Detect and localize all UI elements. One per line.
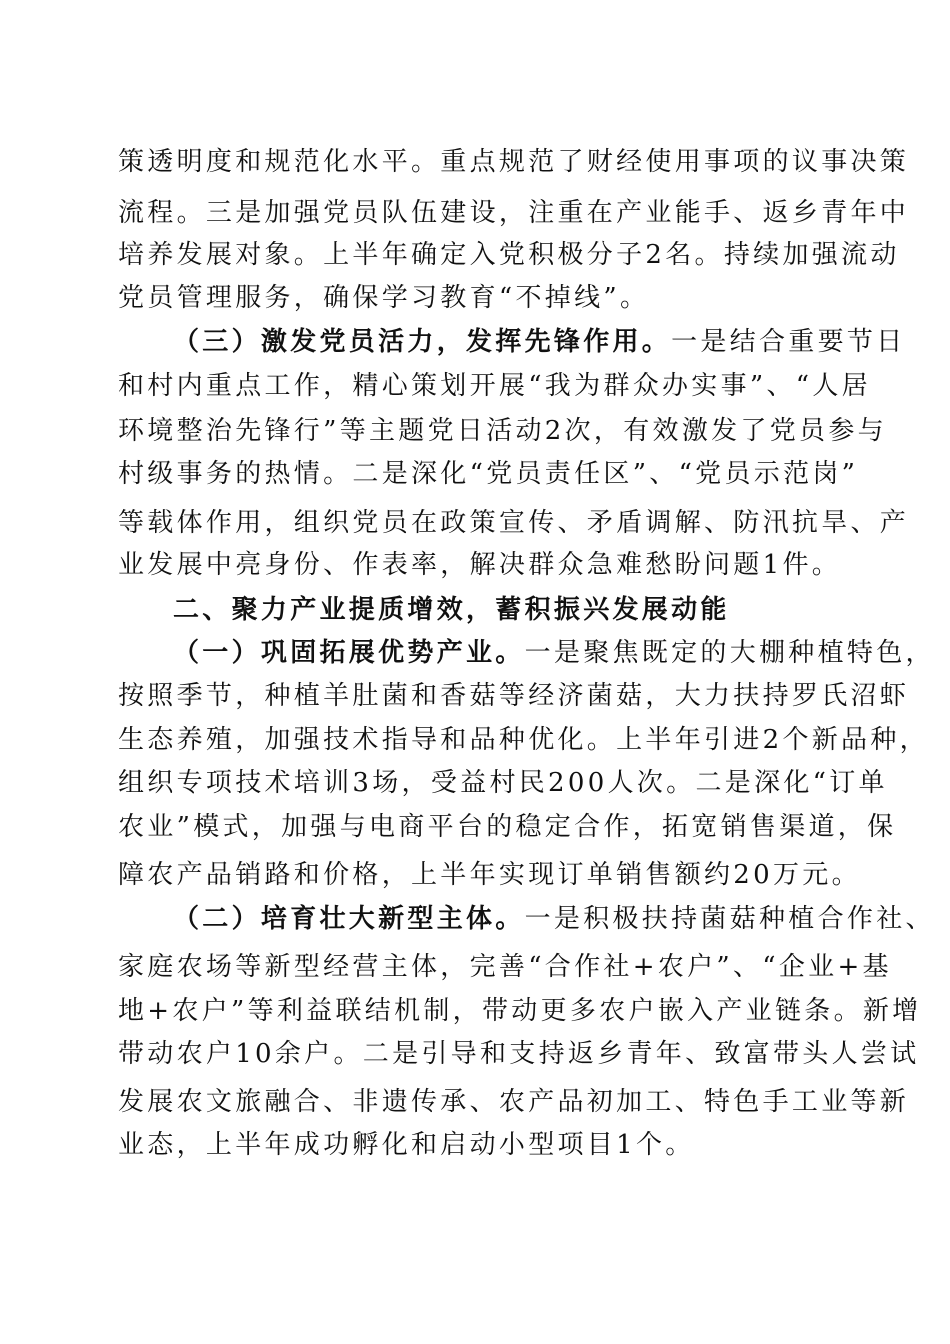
paragraph-line: 党员管理服务，确保学习教育“不掉线”。 <box>118 283 650 313</box>
paragraph-line: 村级事务的热情。二是深化“党员责任区”、“党员示范岗” <box>118 459 859 489</box>
paragraph-line: 按照季节，种植羊肚菌和香菇等经济菌菇，大力扶持罗氏沼虾 <box>118 681 910 711</box>
paragraph-line: 家庭农场等新型经营主体，完善“合作社+农户”、“企业+基 <box>118 952 892 982</box>
paragraph-line: 业态，上半年成功孵化和启动小型项目1个。 <box>118 1130 695 1160</box>
paragraph-line: 生态养殖，加强技术指导和品种优化。上半年引进2个新品种， <box>118 725 929 755</box>
paragraph-line: 等载体作用，组织党员在政策宣传、矛盾调解、防汛抗旱、产 <box>118 508 910 538</box>
paragraph-line: 组织专项技术培训3场，受益村民200人次。二是深化“订单 <box>118 768 888 798</box>
paragraph-line: 策透明度和规范化水平。重点规范了财经使用事项的议事决策 <box>118 147 910 177</box>
paragraph-text: 一是聚焦既定的大棚种植特色， <box>524 638 935 668</box>
paragraph-line: 环境整治先锋行”等主题党日活动2次，有效激发了党员参与 <box>118 416 887 446</box>
paragraph-first-line <box>173 902 935 936</box>
paragraph-line: 地+农户”等利益联结机制，带动更多农户嵌入产业链条。新增 <box>118 996 922 1026</box>
paragraph-line: 发展农文旅融合、非遗传承、农产品初加工、特色手工业等新 <box>118 1087 910 1117</box>
paragraph-line: 业发展中亮身份、作表率，解决群众急难愁盼问题1件。 <box>118 550 842 580</box>
subsection-heading: （二）培育壮大新型主体。 <box>173 904 525 934</box>
subsection-heading: （一）巩固拓展优势产业。 <box>173 638 525 668</box>
paragraph-text: 一是积极扶持菌菇种植合作社、 <box>524 904 935 934</box>
section-heading: 二、聚力产业提质增效，蓄积振兴发展动能 <box>173 595 730 625</box>
paragraph-first-line <box>173 636 935 670</box>
paragraph-line: 障农产品销路和价格，上半年实现订单销售额约20万元。 <box>118 860 861 890</box>
paragraph-first-line <box>173 325 906 359</box>
paragraph-line: 流程。三是加强党员队伍建设，注重在产业能手、返乡青年中 <box>118 198 910 228</box>
paragraph-text: 一是结合重要节日 <box>671 327 906 357</box>
paragraph-line: 培养发展对象。上半年确定入党积极分子2名。持续加强流动 <box>118 240 900 270</box>
paragraph-line: 和村内重点工作，精心策划开展“我为群众办实事”、“人居 <box>118 371 871 401</box>
subsection-heading: （三）激发党员活力，发挥先锋作用。 <box>173 327 672 357</box>
paragraph-line: 带动农户10余户。二是引导和支持返乡青年、致富带头人尝试 <box>118 1039 920 1069</box>
paragraph-line: 农业”模式，加强与电商平台的稳定合作，拓宽销售渠道，保 <box>118 812 897 842</box>
